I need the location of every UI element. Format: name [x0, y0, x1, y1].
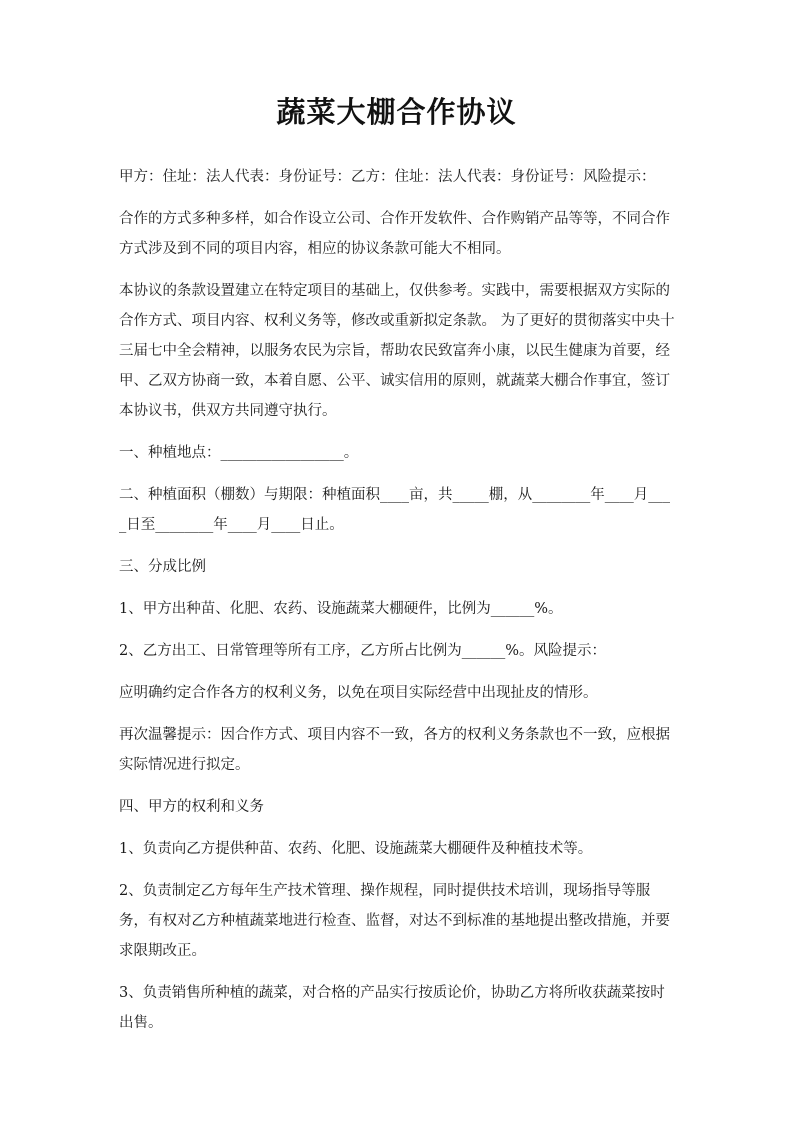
party-a-share-paragraph: 1、甲方出种苗、化肥、农药、设施蔬菜大棚硬件，比例为______%。 — [119, 601, 563, 617]
planting-location-paragraph: 一、种植地点：_________________。 — [119, 445, 359, 461]
party-a-duty-2-paragraph: 2、负责制定乙方每年生产技术管理、操作规程，同时提供技术培训，现场指导等服务，有权对乙方种植蔬菜地进行检查、监督，对达不到标准的基地提出整改措施，并要求限期改正。 — [119, 883, 670, 959]
rights-obligations-note-paragraph: 应明确约定合作各方的权利义务，以免在项目实际经营中出现扯皮的情形。 — [119, 685, 598, 701]
party-info-paragraph: 甲方：住址：法人代表：身份证号：乙方：住址：法人代表：身份证号：风险提示： — [119, 169, 656, 185]
cooperation-method-paragraph: 合作的方式多种多样，如合作设立公司、合作开发软件、合作购销产品等等，不同合作方式涉及到不同的项目内容，相应的协议条款可能大不相同。 — [119, 211, 670, 257]
reminder-paragraph: 再次温馨提示：因合作方式、项目内容不一致，各方的权利义务条款也不一致，应根据实际情况进行拟定。 — [119, 727, 670, 773]
party-a-duty-3-paragraph: 3、负责销售所种植的蔬菜，对合格的产品实行按质论价，协助乙方将所收获蔬菜按时出售。 — [119, 985, 665, 1031]
document-title: 蔬菜大棚合作协议 — [276, 95, 517, 129]
section-heading-party-a-rights: 四、甲方的权利和义务 — [119, 799, 264, 815]
section-heading-share-ratio: 三、分成比例 — [119, 559, 206, 575]
party-a-duty-1-paragraph: 1、负责向乙方提供种苗、农药、化肥、设施蔬菜大棚硬件及种植技术等。 — [119, 841, 593, 857]
document-body — [119, 162, 675, 1050]
planting-area-term-paragraph: 二、种植面积（棚数）与期限：种植面积____亩，共_____棚，从________年____月____日至________年____月____日止。 — [119, 487, 670, 533]
party-b-share-paragraph: 2、乙方出工、日常管理等所有工序，乙方所占比例为______%。风险提示： — [119, 643, 607, 659]
agreement-basis-paragraph: 本协议的条款设置建立在特定项目的基础上，仅供参考。实践中，需要根据双方实际的合作方式、项目内容、权利义务等，修改或重新拟定条款。 为了更好的贯彻落实中央十三届七中全会精神，以服务农民为宗旨，帮助农民致富奔小康，以民生健康为首要，经甲、乙双方协商一致，本着自愿、公平、诚实信用的原则，就蔬菜大棚合作事宜，签订本协议书，供双方共同遵守执行。 — [119, 283, 675, 419]
